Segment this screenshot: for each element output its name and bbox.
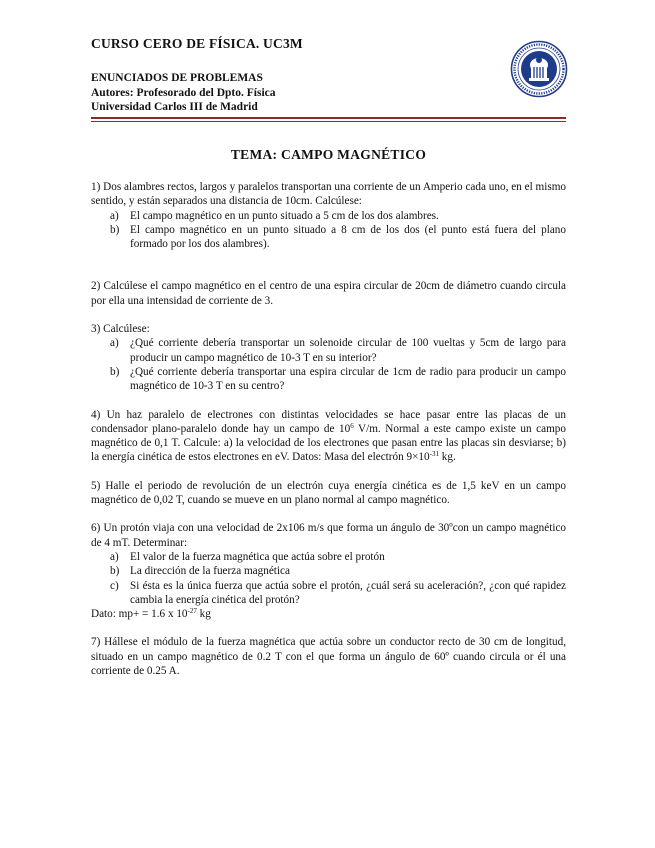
problem-4-text-1: 4) Un haz paralelo de electrones con distintas velocidades se hace pasar entre las placas de un condensador plano-paralelo donde hay un campo de 10 xyxy=(91,408,566,435)
problem-1 xyxy=(91,180,566,251)
proton-mass-exponent: -27 xyxy=(187,607,197,616)
item-text: El campo magnético en un punto situado a 5 cm de los dos alambres. xyxy=(130,209,439,222)
mass-exponent: -31 xyxy=(429,450,439,459)
proton-mass-unit: kg xyxy=(196,608,211,621)
problem-4-text-3: kg. xyxy=(438,451,456,464)
problem-3-items xyxy=(91,336,566,393)
item-text: El campo magnético en un punto situado a 8 cm de los dos (el punto está fuera del plano formado por los dos alambres). xyxy=(130,223,566,251)
problem-6-item-b xyxy=(91,564,566,578)
header-rule-thin xyxy=(91,121,566,122)
problem-4-text-2: V/m. Normal a este campo existe un campo magnético de 0,1 T. Calcule: a) la velocidad de los electrones que pasan entre las placas sin desviarse; b) la energía cinética de estos electrones en eV. Datos: Masa del electrón 9×10 xyxy=(91,422,566,464)
problem-6-items xyxy=(91,550,566,607)
header-rule-thick xyxy=(91,117,566,119)
problem-6 xyxy=(91,521,566,621)
university-line: Universidad Carlos III de Madrid xyxy=(91,101,258,113)
problems-list xyxy=(91,180,566,678)
item-label: a) xyxy=(110,550,119,563)
problem-7 xyxy=(91,635,566,678)
problem-1-item-b xyxy=(91,223,566,252)
problem-6-item-c xyxy=(91,579,566,608)
item-label: a) xyxy=(110,337,119,350)
problem-3-item-b xyxy=(91,365,566,394)
problem-4-statement xyxy=(91,408,566,465)
header-info xyxy=(91,71,276,115)
problem-1-items xyxy=(91,209,566,252)
item-label: b) xyxy=(110,365,120,378)
problem-4 xyxy=(91,408,566,465)
course-title: CURSO CERO DE FÍSICA. UC3M xyxy=(91,36,303,51)
item-label: b) xyxy=(110,565,120,578)
item-label: b) xyxy=(110,223,120,236)
item-text: ¿Qué corriente debería transportar un solenoide circular de 100 vueltas y 5cm de largo para producir un campo magnético de 10-3 T en su interior? xyxy=(130,337,566,364)
problem-7-statement: 7) Hállese el módulo de la fuerza magnética que actúa sobre un conductor recto de 30 cm de longitud, situado en un campo magnético de 0.2 T con el que forma un ángulo de 60º cuando circula or él una corriente de 0.25 A. xyxy=(91,636,566,678)
problem-3-item-a xyxy=(91,336,566,365)
topic-title: TEMA: CAMPO MAGNÉTICO xyxy=(230,147,427,162)
problem-3-statement: 3) Calcúlese: xyxy=(91,323,150,336)
problem-1-item-a xyxy=(91,209,566,223)
proton-mass-text: Dato: mp+ = 1.6 x 10 xyxy=(91,608,188,621)
item-text: La dirección de la fuerza magnética xyxy=(130,565,290,578)
item-text: ¿Qué corriente debería transportar una espira circular de 1cm de radio para producir un campo magnético de 10-3 T en su centro? xyxy=(130,365,566,393)
problem-5 xyxy=(91,479,566,508)
problem-1-statement: 1) Dos alambres rectos, largos y paralelos transportan una corriente de un Amperio cada uno, en el mismo sentido, y están separados una distancia de 10cm. Calcúlese: xyxy=(91,181,566,208)
item-label: a) xyxy=(110,209,119,222)
item-text: Si ésta es la única fuerza que actúa sobre el protón, ¿cuál será su aceleración?, ¿con qué rapidez cambia la energía cinética del protón? xyxy=(130,579,566,606)
document-type: ENUNCIADOS DE PROBLEMAS xyxy=(91,72,263,84)
field-exponent: 6 xyxy=(350,421,354,430)
university-seal-logo xyxy=(510,40,568,98)
item-label: c) xyxy=(110,579,119,592)
item-text: El valor de la fuerza magnética que actúa sobre el protón xyxy=(130,550,385,563)
problem-6-data xyxy=(91,607,566,621)
problem-2-statement: 2) Calcúlese el campo magnético en el centro de una espira circular de 20cm de diámetro cuando circula por ella una intensidad de corriente de 3. xyxy=(91,280,566,307)
problem-3 xyxy=(91,322,566,393)
authors-line: Autores: Profesorado del Dpto. Física xyxy=(91,86,276,99)
problem-5-statement: 5) Halle el periodo de revolución de un electrón cuya energía cinética es de 1,5 keV en un campo magnético de 0,02 T, cuando se mueve en un plano normal al campo magnético. xyxy=(91,479,566,507)
problem-6-item-a xyxy=(91,550,566,564)
problem-2 xyxy=(91,279,566,308)
problem-6-statement: 6) Un protón viaja con una velocidad de 2x106 m/s que forma un ángulo de 30ºcon un campo magnético de 4 mT. Determinar: xyxy=(91,522,566,549)
